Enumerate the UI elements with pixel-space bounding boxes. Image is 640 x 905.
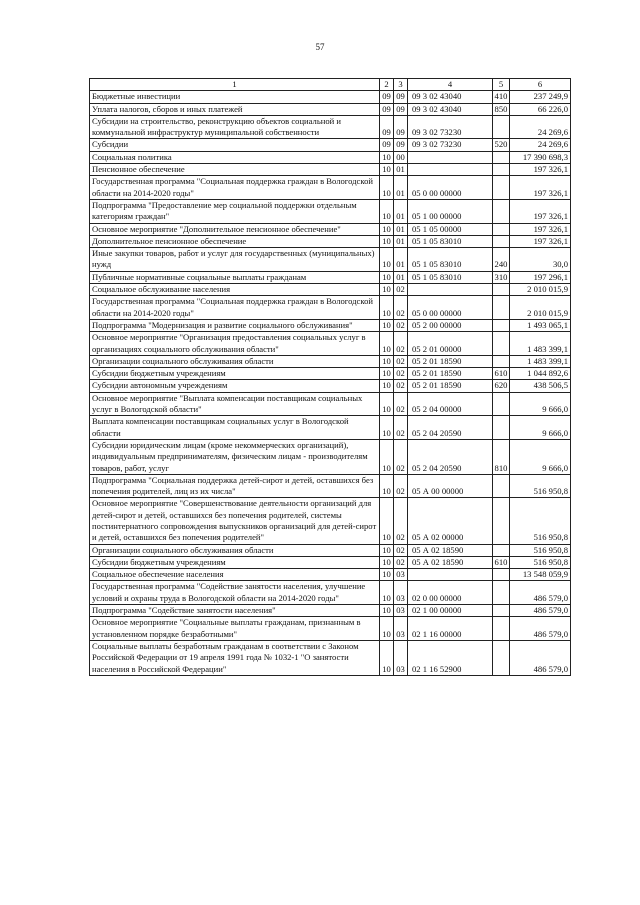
row-name-cell: Подпрограмма "Предоставление мер социальной поддержки отдельным категориям граждан" [90,199,380,223]
expense-type-cell [493,199,510,223]
target-article-cell: 09 3 02 73230 [408,115,493,139]
amount-cell: 30,0 [510,248,571,272]
row-name-cell: Социальное обслуживание населения [90,284,380,296]
section-code-cell: 09 [380,103,394,115]
section-code-cell: 10 [380,416,394,440]
subsection-code-cell: 03 [394,569,408,581]
table-row [90,248,571,272]
section-code-cell: 10 [380,498,394,544]
amount-cell: 2 010 015,9 [510,284,571,296]
subsection-code-cell: 01 [394,199,408,223]
subsection-code-cell: 02 [394,556,408,568]
row-name-cell: Подпрограмма "Социальная поддержка детей-сирот и детей, оставшихся без попечения родителей, лиц из их числа" [90,474,380,498]
table-row [90,284,571,296]
table-row [90,581,571,605]
table-row [90,296,571,320]
table-body [90,91,571,676]
table-row [90,544,571,556]
row-name-cell: Подпрограмма "Содействие занятости населения" [90,605,380,617]
amount-cell: 197 326,1 [510,235,571,247]
row-name-cell: Субсидии бюджетным учреждениям [90,368,380,380]
row-name-cell: Иные закупки товаров, работ и услуг для государственных (муниципальных) нужд [90,248,380,272]
table-row [90,439,571,474]
subsection-code-cell: 02 [394,392,408,416]
row-name-cell: Выплата компенсации поставщикам социальных услуг в Вологодской области [90,416,380,440]
expense-type-cell [493,151,510,163]
table-row [90,91,571,103]
header-cell: 1 [90,79,380,91]
target-article-cell: 05 А 02 18590 [408,556,493,568]
section-code-cell: 09 [380,115,394,139]
section-code-cell: 10 [380,235,394,247]
section-code-cell: 10 [380,392,394,416]
expense-type-cell [493,332,510,356]
row-name-cell: Подпрограмма "Модернизация и развитие социального обслуживания" [90,319,380,331]
section-code-cell: 10 [380,581,394,605]
amount-cell: 66 226,0 [510,103,571,115]
amount-cell: 24 269,6 [510,139,571,151]
table-row [90,103,571,115]
section-code-cell: 10 [380,176,394,200]
table-row [90,115,571,139]
subsection-code-cell: 02 [394,355,408,367]
subsection-code-cell: 01 [394,223,408,235]
expense-type-cell [493,569,510,581]
expense-type-cell: 620 [493,380,510,392]
target-article-cell: 05 А 02 00000 [408,498,493,544]
target-article-cell: 05 2 04 00000 [408,392,493,416]
row-name-cell: Организации социального обслуживания области [90,355,380,367]
target-article-cell: 05 2 04 20590 [408,416,493,440]
expense-type-cell: 610 [493,556,510,568]
table-row [90,271,571,283]
row-name-cell: Бюджетные инвестиции [90,91,380,103]
section-code-cell: 10 [380,284,394,296]
target-article-cell: 05 1 05 83010 [408,248,493,272]
header-cell: 3 [394,79,408,91]
expense-type-cell: 240 [493,248,510,272]
row-name-cell: Основное мероприятие "Совершенствование деятельности организаций для детей-сирот и детей, оставшихся без попечения родителей, системы постинтернатного сопровождения выпускников организаций для детей-сирот и детей, оставшихся без попечения родителей" [90,498,380,544]
target-article-cell: 09 3 02 43040 [408,91,493,103]
subsection-code-cell: 02 [394,498,408,544]
row-name-cell: Социальная политика [90,151,380,163]
expense-type-cell [493,617,510,641]
subsection-code-cell: 02 [394,332,408,356]
header-cell: 2 [380,79,394,91]
expense-type-cell [493,355,510,367]
subsection-code-cell: 09 [394,139,408,151]
amount-cell: 197 326,1 [510,199,571,223]
expense-type-cell: 520 [493,139,510,151]
section-code-cell: 10 [380,556,394,568]
target-article-cell: 02 1 00 00000 [408,605,493,617]
target-article-cell: 05 2 01 18590 [408,368,493,380]
amount-cell: 9 666,0 [510,392,571,416]
target-article-cell: 05 2 01 18590 [408,355,493,367]
table-row [90,355,571,367]
table-row [90,474,571,498]
row-name-cell: Публичные нормативные социальные выплаты гражданам [90,271,380,283]
table-header-row [90,79,571,91]
row-name-cell: Основное мероприятие "Организация предоставления социальных услуг в организациях социального обслуживания области" [90,332,380,356]
table-row [90,605,571,617]
subsection-code-cell: 01 [394,271,408,283]
table-row [90,151,571,163]
section-code-cell: 10 [380,569,394,581]
amount-cell: 9 666,0 [510,416,571,440]
target-article-cell: 05 А 02 18590 [408,544,493,556]
expense-type-cell [493,392,510,416]
target-article-cell [408,151,493,163]
amount-cell: 1 483 399,1 [510,332,571,356]
amount-cell: 2 010 015,9 [510,296,571,320]
expense-type-cell [493,544,510,556]
header-cell: 6 [510,79,571,91]
table-row [90,332,571,356]
table-row [90,640,571,675]
section-code-cell: 10 [380,332,394,356]
amount-cell: 516 950,8 [510,544,571,556]
subsection-code-cell: 09 [394,103,408,115]
subsection-code-cell: 02 [394,474,408,498]
amount-cell: 1 044 892,6 [510,368,571,380]
subsection-code-cell: 02 [394,368,408,380]
amount-cell: 516 950,8 [510,474,571,498]
subsection-code-cell: 03 [394,581,408,605]
section-code-cell: 10 [380,296,394,320]
amount-cell: 1 483 399,1 [510,355,571,367]
subsection-code-cell: 01 [394,164,408,176]
target-article-cell: 02 1 16 52900 [408,640,493,675]
expense-type-cell [493,498,510,544]
table-row [90,319,571,331]
row-name-cell: Субсидии [90,139,380,151]
target-article-cell: 05 1 05 00000 [408,223,493,235]
target-article-cell: 09 3 02 43040 [408,103,493,115]
target-article-cell: 02 0 00 00000 [408,581,493,605]
section-code-cell: 10 [380,199,394,223]
row-name-cell: Государственная программа "Социальная поддержка граждан в Вологодской области на 2014-2020 годы" [90,176,380,200]
amount-cell: 486 579,0 [510,581,571,605]
section-code-cell: 10 [380,380,394,392]
expense-type-cell [493,164,510,176]
subsection-code-cell: 02 [394,296,408,320]
header-cell: 5 [493,79,510,91]
section-code-cell: 09 [380,139,394,151]
row-name-cell: Организации социального обслуживания области [90,544,380,556]
amount-cell: 486 579,0 [510,605,571,617]
row-name-cell: Государственная программа "Содействие занятости населения, улучшение условий и охраны труда в Вологодской области на 2014-2020 годы" [90,581,380,605]
row-name-cell: Субсидии на строительство, реконструкцию объектов социальной и коммунальной инфраструктур муниципальной собственности [90,115,380,139]
amount-cell: 438 506,5 [510,380,571,392]
subsection-code-cell: 02 [394,380,408,392]
amount-cell: 1 493 065,1 [510,319,571,331]
row-name-cell: Дополнительное пенсионное обеспечение [90,235,380,247]
amount-cell: 24 269,6 [510,115,571,139]
subsection-code-cell: 03 [394,640,408,675]
expense-type-cell: 850 [493,103,510,115]
subsection-code-cell: 09 [394,91,408,103]
row-name-cell: Социальное обеспечение населения [90,569,380,581]
target-article-cell: 05 2 04 20590 [408,439,493,474]
target-article-cell [408,164,493,176]
section-code-cell: 09 [380,91,394,103]
table-row [90,223,571,235]
target-article-cell: 05 0 00 00000 [408,296,493,320]
section-code-cell: 10 [380,151,394,163]
subsection-code-cell: 01 [394,235,408,247]
row-name-cell: Уплата налогов, сборов и иных платежей [90,103,380,115]
row-name-cell: Социальные выплаты безработным гражданам в соответствии с Законом Российской Федерации от 19 апреля 1991 года № 1032-1 "О занятости населения в Российской Федерации" [90,640,380,675]
subsection-code-cell: 02 [394,319,408,331]
subsection-code-cell: 01 [394,176,408,200]
table-row [90,498,571,544]
row-name-cell: Пенсионное обеспечение [90,164,380,176]
target-article-cell: 09 3 02 73230 [408,139,493,151]
section-code-cell: 10 [380,271,394,283]
subsection-code-cell: 09 [394,115,408,139]
amount-cell: 17 390 698,3 [510,151,571,163]
table-row [90,380,571,392]
subsection-code-cell: 02 [394,284,408,296]
section-code-cell: 10 [380,248,394,272]
table-row [90,199,571,223]
target-article-cell: 05 2 01 18590 [408,380,493,392]
row-name-cell: Государственная программа "Социальная поддержка граждан в Вологодской области на 2014-2020 годы" [90,296,380,320]
table-row [90,617,571,641]
target-article-cell [408,284,493,296]
table-row [90,556,571,568]
amount-cell: 516 950,8 [510,498,571,544]
table-row [90,392,571,416]
table-row [90,569,571,581]
table-row [90,164,571,176]
expense-type-cell [493,474,510,498]
target-article-cell: 02 1 16 00000 [408,617,493,641]
expense-type-cell [493,235,510,247]
expense-type-cell: 410 [493,91,510,103]
section-code-cell: 10 [380,368,394,380]
section-code-cell: 10 [380,164,394,176]
row-name-cell: Субсидии автономным учреждениям [90,380,380,392]
target-article-cell [408,569,493,581]
section-code-cell: 10 [380,439,394,474]
target-article-cell: 05 А 00 00000 [408,474,493,498]
expense-type-cell [493,581,510,605]
expense-type-cell [493,416,510,440]
amount-cell: 13 548 059,9 [510,569,571,581]
expense-type-cell [493,284,510,296]
amount-cell: 486 579,0 [510,617,571,641]
target-article-cell: 05 2 01 00000 [408,332,493,356]
expense-type-cell: 810 [493,439,510,474]
subsection-code-cell: 02 [394,416,408,440]
section-code-cell: 10 [380,617,394,641]
row-name-cell: Субсидии юридическим лицам (кроме некоммерческих организаций), индивидуальным предпринимателям, физическим лицам - производителям товаров, работ, услуг [90,439,380,474]
table-row [90,139,571,151]
section-code-cell: 10 [380,223,394,235]
target-article-cell: 05 0 00 00000 [408,176,493,200]
expense-type-cell [493,605,510,617]
expense-type-cell [493,640,510,675]
section-code-cell: 10 [380,319,394,331]
target-article-cell: 05 2 00 00000 [408,319,493,331]
table-row [90,176,571,200]
target-article-cell: 05 1 00 00000 [408,199,493,223]
subsection-code-cell: 03 [394,605,408,617]
target-article-cell: 05 1 05 83010 [408,235,493,247]
budget-table [89,78,571,676]
amount-cell: 486 579,0 [510,640,571,675]
header-cell: 4 [408,79,493,91]
row-name-cell: Основное мероприятие "Дополнительное пенсионное обеспечение" [90,223,380,235]
expense-type-cell [493,319,510,331]
amount-cell: 9 666,0 [510,439,571,474]
expense-type-cell [493,223,510,235]
amount-cell: 197 296,1 [510,271,571,283]
target-article-cell: 05 1 05 83010 [408,271,493,283]
subsection-code-cell: 01 [394,248,408,272]
subsection-code-cell: 00 [394,151,408,163]
amount-cell: 197 326,1 [510,176,571,200]
row-name-cell: Субсидии бюджетным учреждениям [90,556,380,568]
table-row [90,368,571,380]
section-code-cell: 10 [380,474,394,498]
expense-type-cell [493,296,510,320]
expense-type-cell: 610 [493,368,510,380]
table-row [90,235,571,247]
expense-type-cell: 310 [493,271,510,283]
row-name-cell: Основное мероприятие "Выплата компенсации поставщикам социальных услуг в Вологодской области" [90,392,380,416]
subsection-code-cell: 02 [394,544,408,556]
row-name-cell: Основное мероприятие "Социальные выплаты гражданам, признанным в установленном порядке безработными" [90,617,380,641]
amount-cell: 197 326,1 [510,223,571,235]
amount-cell: 516 950,8 [510,556,571,568]
section-code-cell: 10 [380,640,394,675]
section-code-cell: 10 [380,544,394,556]
expense-type-cell [493,115,510,139]
amount-cell: 237 249,9 [510,91,571,103]
table-row [90,416,571,440]
expense-type-cell [493,176,510,200]
page-number: 57 [315,42,325,52]
subsection-code-cell: 02 [394,439,408,474]
section-code-cell: 10 [380,355,394,367]
subsection-code-cell: 03 [394,617,408,641]
section-code-cell: 10 [380,605,394,617]
amount-cell: 197 326,1 [510,164,571,176]
